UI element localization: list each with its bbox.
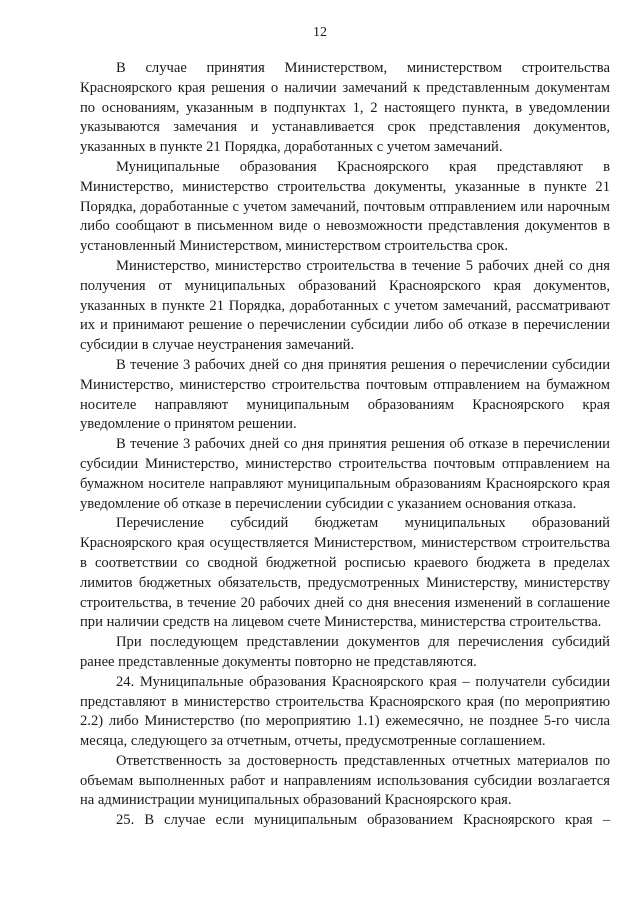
page-number: 12 xyxy=(313,25,327,40)
paragraph-resubmission: При последующем представлении документов для перечисления субсидий ранее представленные документы повторно не представляются. xyxy=(80,634,610,670)
document-body xyxy=(80,59,610,831)
paragraph-refusal-notification: В течение 3 рабочих дней со дня принятия решения об отказе в перечислении субсидии Министерство, министерство строительства почтовым отправлением на бумажном носителе направляют муниципальным образованиям Красноярского края уведомление об отказе в перечислении субсидии с указанием основания отказа. xyxy=(80,436,610,512)
paragraph-subsidy-transfer: Перечисление субсидий бюджетам муниципальных образований Красноярского края осуществляется Министерством, министерством строительства в соответствии со сводной бюджетной росписью краевого бюджета в пределах лимитов бюджетных обязательств, предусмотренных Министерству, министерству строительства, в течение 20 рабочих дней со дня внесения изменений в соглашение при наличии средств на лицевом счете Министерства, министерства строительства. xyxy=(80,515,610,631)
paragraph-item-24: 24. Муниципальные образования Красноярского края – получатели субсидии представляют в министерство строительства Красноярского края (по мероприятию 2.2) либо Министерство (по мероприятию 1.1) ежемесячно, не позднее 5-го числа месяца, следующего за отчетным, отчеты, предусмотренные соглашением. xyxy=(80,673,610,750)
paragraph-municipal-submission: Муниципальные образования Красноярского края представляют в Министерство, министерство строительства документы, указанные в пункте 21 Порядка, доработанные с учетом замечаний, почтовым отправлением или нарочным либо сообщают в письменном виде о невозможности представления документов в установленный Министерством, министерством строительства срок. xyxy=(80,158,610,255)
paragraph-remarks-decision: В случае принятия Министерством, министерством строительства Красноярского края решения о наличии замечаний к представленным документам по основаниям, указанным в подпунктах 1, 2 настоящего пункта, в уведомлении указываются замечания и устанавливается срок представления документов, указанных в пункте 21 Порядка, доработанных с учетом замечаний. xyxy=(80,60,610,156)
paragraph-item-25: 25. В случае если муниципальным образованием Красноярского края – xyxy=(116,812,610,829)
paragraph-responsibility: Ответственность за достоверность представленных отчетных материалов по объемам выполненных работ и направлениям использования субсидии возлагается на администрации муниципальных образований Красноярского края. xyxy=(80,752,610,809)
paragraph-review-decision: Министерство, министерство строительства в течение 5 рабочих дней со дня получения от муниципальных образований Красноярского края документов, указанных в пункте 21 Порядка, доработанных с учетом замечаний, рассматривают их и принимают решение о перечислении субсидии либо об отказе в перечислении субсидии в случае неустранения замечаний. xyxy=(80,257,610,354)
paragraph-transfer-notification: В течение 3 рабочих дней со дня принятия решения о перечислении субсидии Министерство, министерство строительства почтовым отправлением на бумажном носителе направляют муниципальным образованиям Красноярского края уведомление о принятом решении. xyxy=(80,356,610,433)
